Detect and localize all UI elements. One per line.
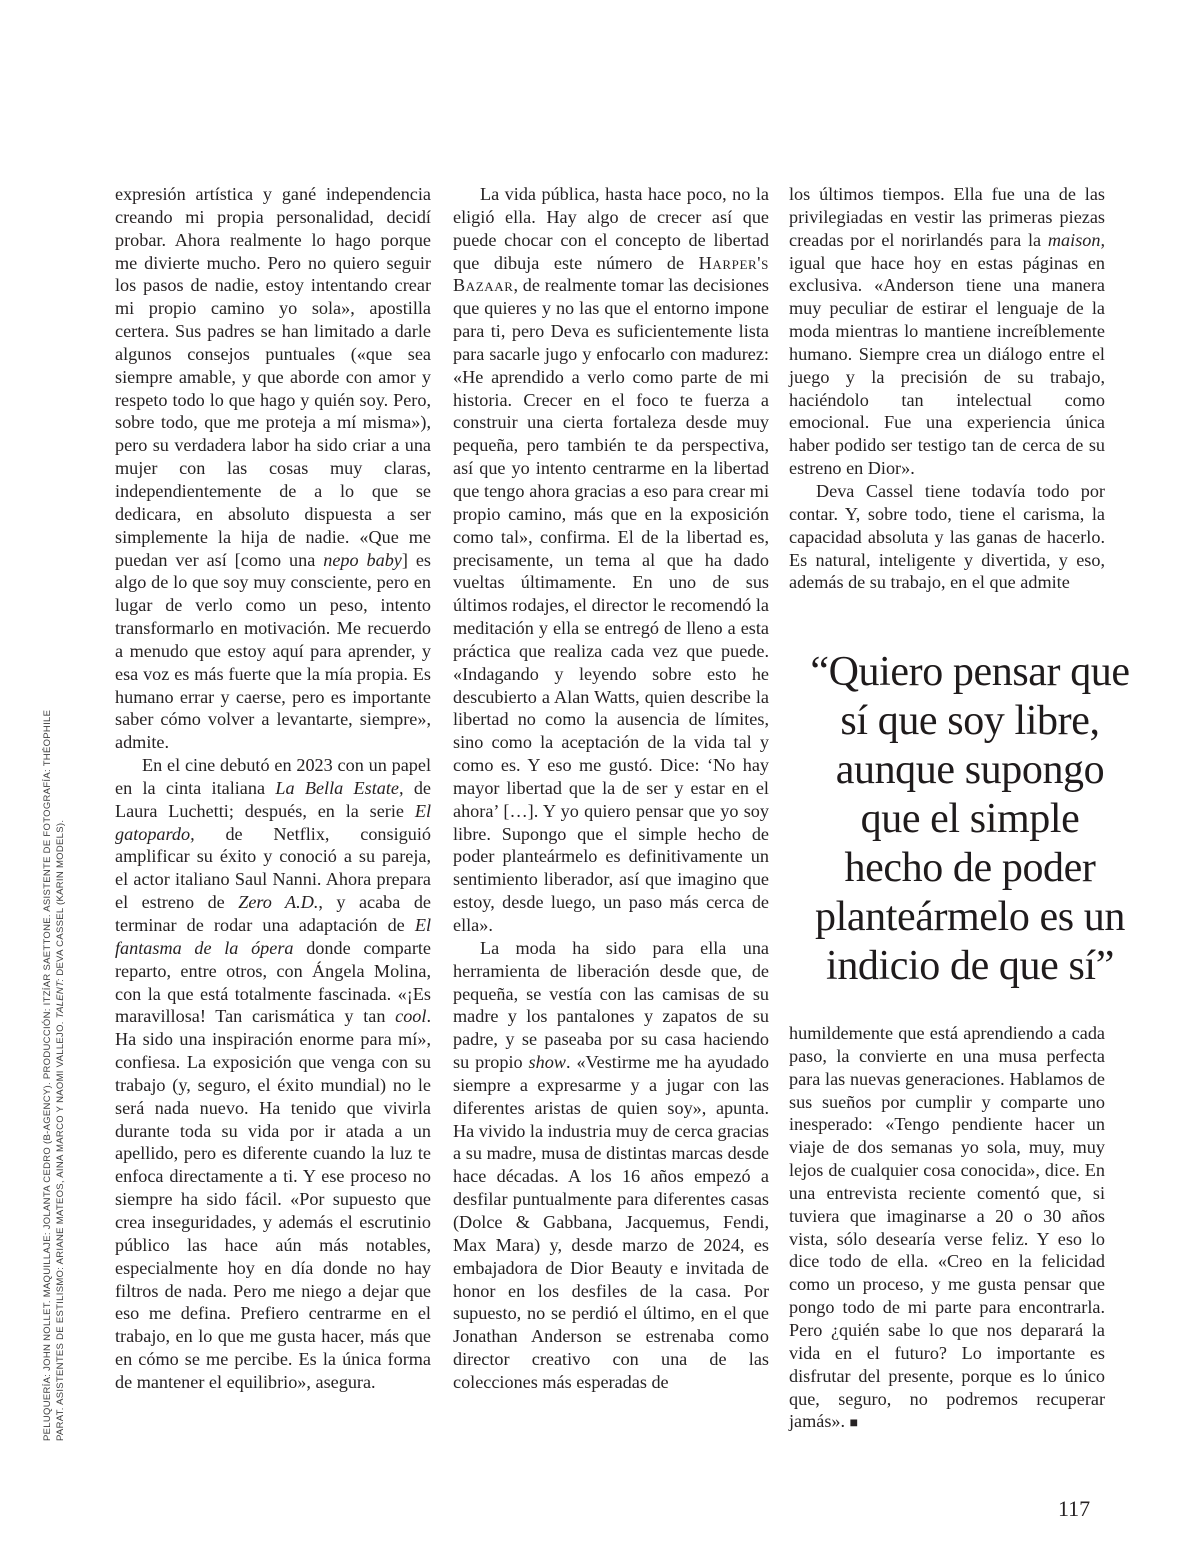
text-segment: show [528,1052,566,1073]
article-end-mark: ■ [849,1416,859,1432]
text-segment: , de realmente tomar las decisiones que quieres y no las que el entorno impone para ti, pero Deva es suficientemente lista para sacarle jugo y enfocarlo con madurez: «He aprendido a verlo como parte de mi historia. Crecer en el foco te fuerza a construir una cierta fortaleza desde muy pequeña, pero también te da perspectiva, así que yo intento centrarme en la libertad que tengo ahora gracias a eso para crear mi propio camino, más que en la exposición como tal», confirma. El de la libertad es, precisamente, un tema al que ha dado vueltas últimamente. En uno de sus últimos rodajes, el director le recomendó la meditación y ella se entregó de lleno a esta práctica que realiza cada vez que puede. «Indagando y leyendo sobre esto he descubierto a Alan Watts, quien describe la libertad no como la ausencia de límites, sino como la aceptación de la vida tal y como es. Y eso me gustó. Dice: ‘No hay mayor libertad que la de ser y estar en el ahora’ […]. Y yo quiero pensar que yo soy libre. Supongo que el simple hecho de poder planteármelo es definitivamente un sentimiento liberador, así que imagino que estoy, desde luego, un paso más cerca de ella». [453,275,769,935]
text-segment: nepo baby [323,549,402,570]
article-column-3-bottom [789,1022,1105,1436]
photo-credits [41,709,67,1441]
article-column-3-top [789,183,1105,594]
text-segment: PELUQUERÍA: JOHN NOLLET. MAQUILLAJE: JOLANTA CEDRO (B-AGENCY). PRODUCCIÓN: ITZÍAR SAETTONE. ASISTENTE DE FOTOGRAFÍA: THÉOPHILE [42,709,53,1441]
text-segment: TALENT: [55,978,66,1019]
pull-quote-line: hecho de poder [844,845,1096,891]
article-paragraph [453,183,769,937]
credit-line-1 [41,709,54,1441]
article-paragraph [789,480,1105,594]
article-paragraph [789,183,1105,480]
pull-quote-line: que el simple [860,796,1080,842]
text-segment: Deva Cassel tiene todavía todo por contar. Y, sobre todo, tiene el carisma, la capacidad absoluta y las ganas de hacerlo. Es natural, inteligente y divertida, y eso, además de su trabajo, en el que admite [789,480,1105,593]
article-paragraph [115,183,431,754]
text-segment: El fantasma de la ópera [115,915,431,958]
text-segment: cool [395,1006,427,1027]
article-paragraph [115,754,431,1394]
article-paragraph [453,937,769,1394]
credit-line-2 [54,771,67,1441]
text-segment: Harper's Bazaar [453,252,769,296]
text-segment: de Laura Luchetti; después, en la serie [115,777,431,821]
pull-quote-line: sí que soy libre, [840,698,1100,744]
text-segment: ] es algo de lo que soy muy consciente, pero en lugar de verlo como un peso, intento transformarlo en motivación. Me recuerdo a menudo que estoy aquí para aprender, y esa voz es más fuerte que la mía propia. Es humano errar y caerse, pero es importante saber cómo volver a levantarte, siempre», admite. [115,549,431,753]
page-number: 117 [1058,1496,1091,1521]
text-segment: . «Vestirme me ha ayudado siempre a expresarme y a jugar con las diferentes aristas de quien soy», apunta. Ha vivido la industria muy de cerca gracias a su madre, musa de distintas marcas desde hace décadas. A los 16 años empezó a desfilar puntualmente para diferentes casas (Dolce & Gabbana, Jacquemus, Fendi, Max Mara) y, desde marzo de 2024, es embajadora de Dior Beauty e invitada de honor en los desfiles de la casa. Por supuesto, no se perdió el último, en el que Jonathan Anderson se estrenaba como director creativo con una de las colecciones más esperadas de [453,1052,770,1392]
pull-quote-line: “Quiero pensar que [810,649,1130,695]
text-segment: igual que hace hoy en estas páginas en exclusiva. «Anderson tiene una manera muy peculiar de estirar el lenguaje de la moda mientras lo mantiene increíblemente humano. Siempre crea un diálogo entre el juego y la precisión de su trabajo, haciéndolo tan intelectual como emocional. Fue una experiencia única haber podido ser testigo tan de cerca de su estreno en Dior». [789,252,1105,479]
text-segment: . Ha sido una inspiración enorme para mí», confiesa. La exposición que venga con su trabajo (y, seguro, el éxito mundial) no le será nada nuevo. Ha tenido que vivirla durante toda su vida por ir atada a un apellido, pero es diferente cuando la luz te enfoca directamente a ti. Y ese proceso no siempre ha sido fácil. «Por supuesto que crea inseguridades, y además el escrutinio público las hace aún más notables, especialmente hoy en día donde no hay filtros de nada. Pero me niego a dejar que eso me defina. Prefiero centrarme en el trabajo, en lo que me gusta hacer, más que en cómo se me percibe. Es la única forma de mantener el equilibrio», asegura. [115,1006,431,1392]
text-segment: DEVA CASSEL (KARIN MODELS). [55,819,66,979]
text-segment: donde comparte reparto, entre otros, con Ángela Molina, con la que está totalmente fascinada. «¡Es maravillosa! Tan carismática y tan [115,937,431,1027]
text-segment: En el cine debutó en 2023 con un papel en la cinta italiana [115,755,431,798]
text-segment: El gatopardo, [115,800,431,844]
article-paragraph [789,1022,1105,1436]
article-column-2 [453,183,769,1394]
text-segment: PARAT. ASISTENTES DE ESTILISMO: ARIANE MATEOS, AINA MARCO Y NAOMI VALLEJO. [55,1018,66,1441]
text-segment: de Netflix, consiguió amplificar su éxito y conoció a su pareja, el actor italiano Saul Nanni. Ahora prepara el estreno de [115,823,431,913]
text-segment: los últimos tiempos. Ella fue una de las privilegiadas en vestir las primeras piezas creadas por el norirlandés para la [789,184,1105,250]
article-column-1 [115,183,431,1394]
pull-quote-line: planteármelo es un [814,894,1125,940]
pull-quote [770,648,1170,991]
pull-quote-line: indicio de que sí” [826,943,1114,989]
text-segment: La vida pública, hasta hace poco, no la eligió ella. Hay algo de crecer así que puede chocar con el concepto de libertad que dibuja este número de [453,184,769,273]
text-segment: Zero A.D. [238,892,319,913]
text-segment: , y acaba de terminar de rodar una adaptación de [115,892,431,935]
text-segment: expresión artística y gané independencia creando mi propia personalidad, decidí probar. Ahora realmente lo hago porque me divierte mucho. Pero no quiero seguir los pasos de nadie, estoy intentando crear mi propio camino yo sola», apostilla certera. Sus padres se han limitado a darle algunos consejos puntuales («que sea siempre amable, y que aborde con amor y respeto todo lo que hago y quién soy. Pero, sobre todo, que me proteja a mí misma»), pero su verdadera labor ha sido criar a una mujer con las cosas muy claras, independientemente de a lo que se dedicara, en absoluto dispuesta a ser simplemente la hija de nadie. «Que me puedan ver así [como una [115,184,431,570]
text-segment: humildemente que está aprendiendo a cada paso, la convierte en una musa perfecta para las nuevas generaciones. Hablamos de sus sueños por cumplir y comparte uno inesperado: «Tengo pendiente hacer un viaje de dos semanas yo sola, muy, muy lejos de cualquier cosa conocida», dice. En una entrevista reciente comentó que, si tuviera que imaginarse a 20 o 30 años vista, sólo desearía verse feliz. Y eso lo dice todo de ella. «Creo en la felicidad como un proceso, y me gusta pensar que pongo todo de mi parte para encontrarla. Pero ¿quién sabe lo que nos deparará la vida en el futuro? Lo importante es disfrutar del presente, porque es lo único que, seguro, no podremos recuperar jamás». [789,1023,1105,1432]
pull-quote-line: aunque supongo [835,747,1105,793]
text-segment: La moda ha sido para ella una herramienta de liberación desde que, de pequeña, se vestía con las camisas de su madre y los pantalones y zapatos de su padre, y se paseaba por su casa haciendo su propio [453,937,769,1073]
text-segment: maison, [1047,229,1105,250]
text-segment: La Bella Estate, [275,777,404,798]
